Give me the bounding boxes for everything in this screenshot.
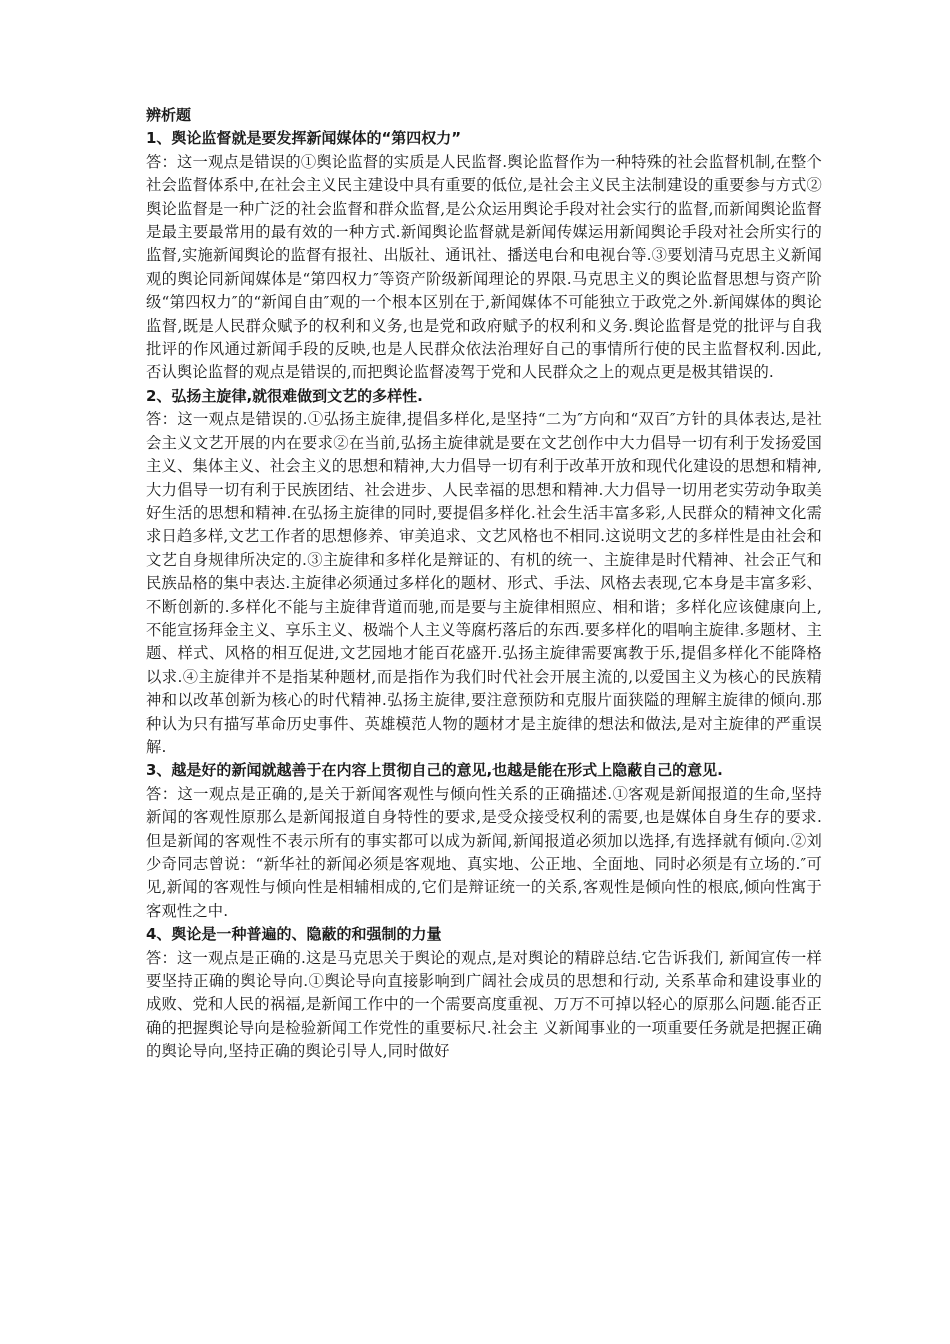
question-1-heading: 1、舆论监督就是要发挥新闻媒体的“第四权力” bbox=[146, 129, 462, 148]
question-3-answer: 答：这一观点是正确的,是关于新闻客观性与倾向性关系的正确描述.①客观是新闻报道的生命,坚持新闻的客观性原那么是新闻报道自身特性的要求,是受众接受权利的需要,也是媒体自身生存的要求.但是新闻的客观性不表示所有的事实都可以成为新闻,新闻报道必须加以选择,有选择就有倾向.②刘少奇同志曾说：“新华社的新闻必须是客观地、真实地、公正地、全面地、同时必须是有立场的.″可见,新闻的客观性与倾向性是相辅相成的,它们是辩证统一的关系,客观性是倾向性的根底,倾向性寓于客观性之中. bbox=[146, 784, 822, 920]
section-title: 辨析题 bbox=[146, 106, 192, 124]
question-3-heading: 3、越是好的新闻就越善于在内容上贯彻自己的意见,也越是能在形式上隐蔽自己的意见. bbox=[146, 761, 723, 780]
question-2-answer: 答：这一观点是错误的.①弘扬主旋律,提倡多样化,是坚持“二为″方向和“双百″方针的具体表达,是社会主义文艺开展的内在要求②在当前,弘扬主旋律就是要在文艺创作中大力倡导一切有利于发扬爱国主义、集体主义、社会主义的思想和精神,大力倡导一切有利于改革开放和现代化建设的思想和精神,大力倡导一切有利于民族团结、社会进步、人民幸福的思想和精神.大力倡导一切用老实劳动争取美好生活的思想和精神.在弘扬主旋律的同时,要提倡多样化.社会生活丰富多彩,人民群众的精神文化需求日趋多样,文艺工作者的思想修养、审美追求、文艺风格也不相同.这说明文艺的多样性是由社会和文艺自身规律所决定的.③主旋律和多样化是辩证的、有机的统一、主旋律是时代精神、社会正气和民族品格的集中表达.主旋律必须通过多样化的题材、形式、手法、风格去表现,它本身是丰富多彩、不断创新的.多样化不能与主旋律背道而驰,而是要与主旋律相照应、相和谐；多样化应该健康向上,不能宣扬拜金主义、享乐主义、极端个人主义等腐朽落后的东西.要多样化的唱响主旋律.多题材、主题、样式、风格的相互促进,文艺园地才能百花盛开.弘扬主旋律需要寓教于乐,提倡多样化不能降格以求.④主旋律并不是指某种题材,而是指作为我们时代社会开展主流的,以爱国主义为核心的民族精神和以改革创新为核心的时代精神.弘扬主旋律,要注意预防和克服片面狭隘的理解主旋律的倾向.那种认为只有描写革命历史事件、英雄模范人物的题材才是主旋律的想法和做法,是对主旋律的严重误解. bbox=[146, 410, 822, 756]
question-4-answer: 答：这一观点是正确的.这是马克思关于舆论的观点,是对舆论的精辟总结.它告诉我们, 新闻宣传一样要坚持正确的舆论导向.①舆论导向直接影响到广阔社会成员的思想和行动, 关系革命和建设事业的成败、党和人民的祸福,是新闻工作中的一个需要高度重视、万万不可掉以轻心的原那么问题.能否正确的把握舆论导向是检验新闻工作党性的重要标尺.社会主 义新闻事业的一项重要任务就是把握正确的舆论导向,坚持正确的舆论引导人,同时做好 bbox=[146, 948, 822, 1061]
document-page bbox=[146, 104, 822, 1064]
question-1-answer: 答：这一观点是错误的①舆论监督的实质是人民监督.舆论监督作为一种特殊的社会监督机制,在整个社会监督体系中,在社会主义民主建设中具有重要的低位,是社会主义民主法制建设的重要参与方式②舆论监督是一种广泛的社会监督和群众监督,是公众运用舆论手段对社会实行的监督,而新闻舆论监督是最主要最常用的最有效的一种方式.新闻舆论监督就是新闻传媒运用新闻舆论手段对社会所实行的监督,实施新闻舆论的监督有报社、出版社、通讯社、播送电台和电视台等.③要划清马克思主义新闻观的舆论同新闻媒体是“第四权力″等资产阶级新闻理论的界限.马克思主义的舆论监督思想与资产阶级“第四权力″的“新闻自由″观的一个根本区别在于,新闻媒体不可能独立于政党之外.新闻媒体的舆论监督,既是人民群众赋予的权利和义务,也是党和政府赋予的权利和义务.舆论监督是党的批评与自我批评的作风通过新闻手段的反映,也是人民群众依法治理好自己的事情所行使的民主监督权利.因此,否认舆论监督的观点是错误的,而把舆论监督凌驾于党和人民群众之上的观点更是极其错误的. bbox=[146, 152, 822, 382]
question-4-heading: 4、舆论是一种普遍的、隐蔽的和强制的力量 bbox=[146, 925, 442, 944]
question-2-heading: 2、弘扬主旋律,就很难做到文艺的多样性. bbox=[146, 386, 423, 405]
